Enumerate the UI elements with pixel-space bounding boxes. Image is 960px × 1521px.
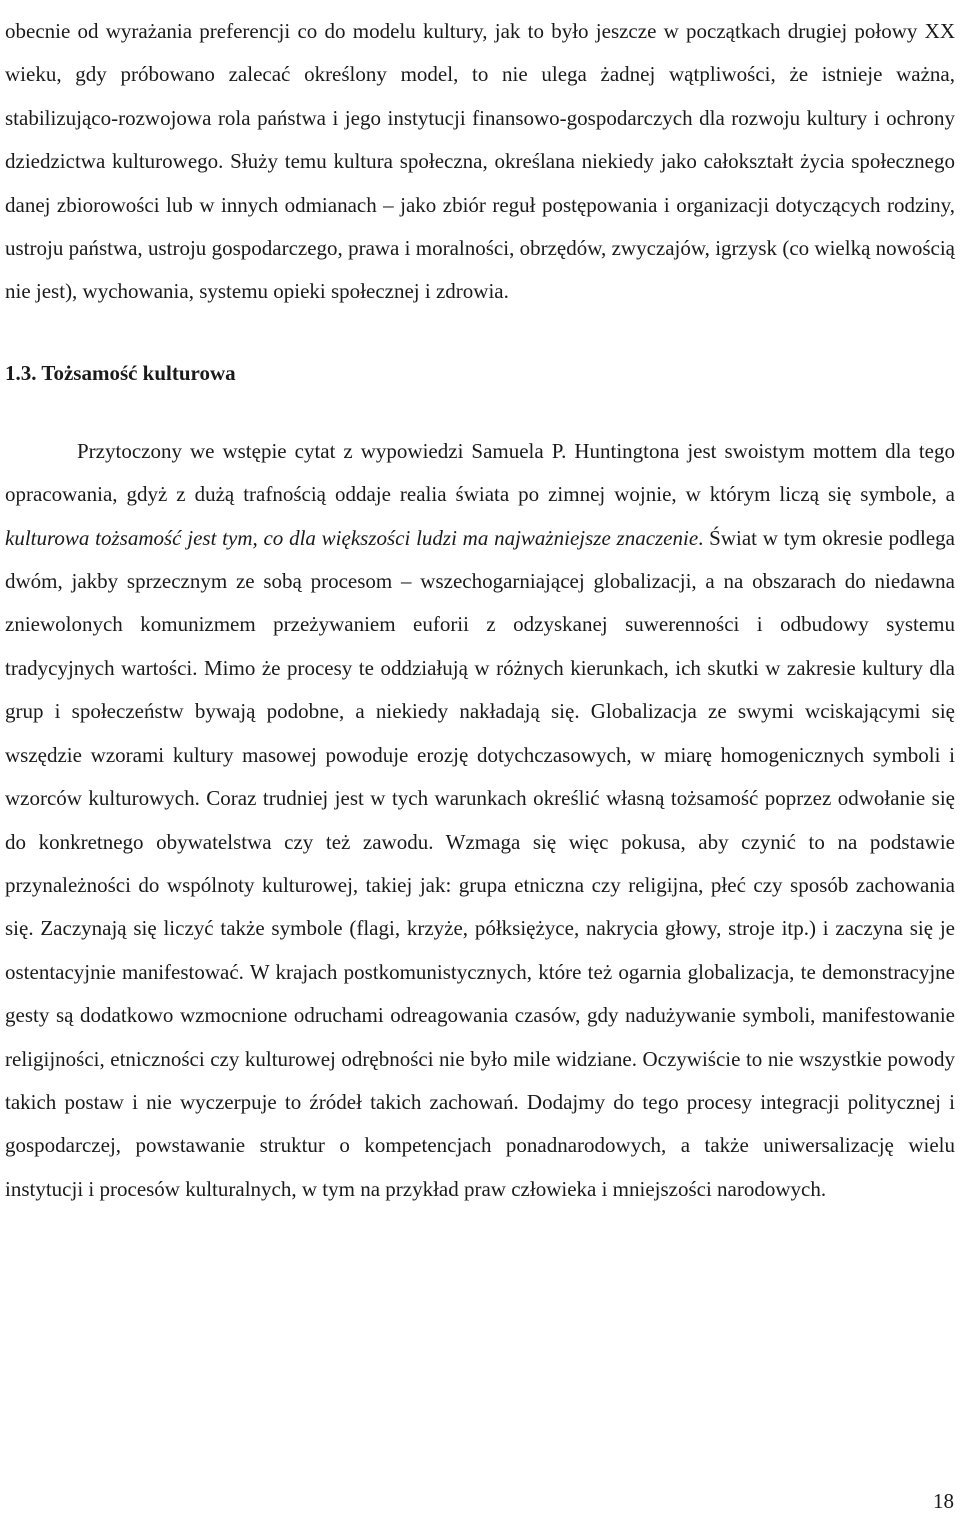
- page-number: 18: [933, 1489, 954, 1513]
- body-paragraph: [5, 430, 955, 1211]
- document-page: [5, 0, 955, 1211]
- paragraph-text: Przytoczony we wstępie cytat z wypowiedzi Samuela P. Huntingtona jest swoistym mottem dla tego opracowania, gdyż z dużą trafnością oddaje realia świata po zimnej wojnie, w którym liczą się symbole, a: [5, 438, 955, 507]
- section-title: Tożsamość kulturowa: [41, 360, 236, 385]
- paragraph-text: obecnie od wyrażania preferencji co do modelu kultury, jak to było jeszcze w początkach drugiej połowy XX wieku, gdy próbowano zalecać określony model, to nie ulega żadnej wątpliwości, że istnieje ważna, stabilizująco-rozwojowa rola państwa i jego instytucji finansowo-gospodarczych dla rozwoju kultury i ochrony dziedzictwa kulturowego. Służy temu kultura społeczna, określana niekiedy jako całokształt życia społecznego danej zbiorowości lub w innych odmianach – jako zbiór reguł postępowania i organizacji dotyczących rodziny, ustroju państwa, ustroju gospodarczego, prawa i moralności, obrzędów, zwyczajów, igrzysk (co wielką nowością nie jest), wychowania, systemu opieki społecznej i zdrowia.: [5, 19, 955, 304]
- italic-quote: kulturowa tożsamość jest tym, co dla większości ludzi ma najważniejsze znaczenie: [5, 525, 699, 550]
- paragraph-text: . Świat w tym okresie podlega dwóm, jakby sprzecznym ze sobą procesom – wszechogarniającej globalizacji, a na obszarach do niedawna zniewolonych komunizmem przeżywaniem euforii z odzyskanej suwerenności i odbudowy systemu tradycyjnych wartości. Mimo że procesy te oddziałują w różnych kierunkach, ich skutki w zakresie kultury dla grup i społeczeństw bywają podobne, a niekiedy nakładają się. Globalizacja ze swymi wciskającymi się wszędzie wzorami kultury masowej powoduje erozję dotychczasowych, w miarę homogenicznych symboli i wzorców kulturowych. Coraz trudniej jest w tych warunkach określić własną tożsamość poprzez odwołanie się do konkretnego obywatelstwa czy też zawodu. Wzmaga się więc pokusa, aby czynić to na podstawie przynależności do wspólnoty kulturowej, takiej jak: grupa etniczna czy religijna, płeć czy sposób zachowania się. Zaczynają się liczyć także symbole (flagi, krzyże, półksiężyce, nakrycia głowy, stroje itp.) i zaczyna się je ostentacyjnie manifestować. W krajach postkomunistycznych, które też ogarnia globalizacja, te demonstracyjne gesty są dodatkowo wzmocnione odruchami odreagowania czasów, gdy nadużywanie symboli, manifestowanie religijności, etniczności czy kulturowej odrębności nie było mile widziane. Oczywiście to nie wszystkie powody takich postaw i nie wyczerpuje to źródeł takich zachowań. Dodajmy do tego procesy integracji politycznej i gospodarczej, powstawanie struktur o kompetencjach ponadnarodowych, a także uniwersalizację wielu instytucji i procesów kulturalnych, w tym na przykład praw człowieka i mniejszości narodowych.: [5, 525, 955, 1201]
- body-paragraph: [5, 10, 955, 314]
- section-number: 1.3.: [5, 360, 37, 385]
- section-heading: [5, 353, 955, 393]
